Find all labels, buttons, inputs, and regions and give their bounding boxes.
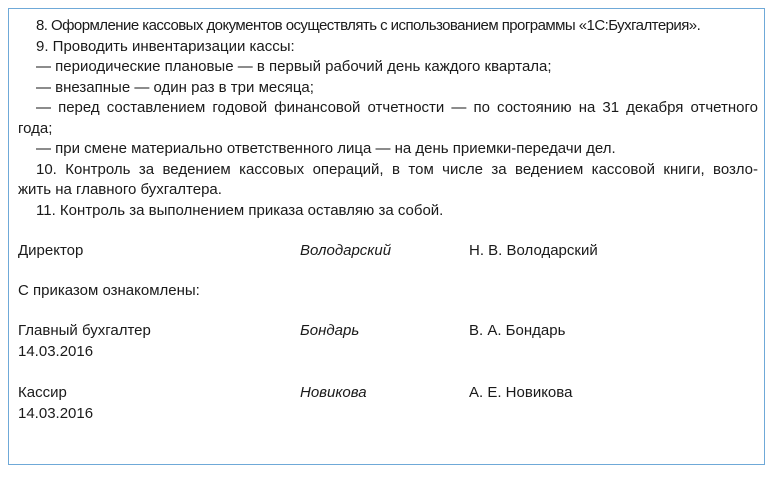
- cashier-date: 14.03.2016: [18, 405, 94, 422]
- director-signature: Володарский: [300, 242, 392, 259]
- cashier-role: Кассир: [18, 384, 67, 401]
- acquainted-label: [18, 281, 758, 301]
- cashier-signature: Новикова: [300, 384, 367, 401]
- chief-accountant-name: В. А. Бондарь: [469, 322, 566, 339]
- chief-accountant-signature: Бондарь: [300, 322, 360, 339]
- item-11: 11. Контроль за выполнением приказа оставляю за собой.: [36, 202, 444, 219]
- acquainted-text: С приказом ознакомлены:: [18, 282, 200, 299]
- chief-accountant-role: Главный бухгалтер: [18, 322, 151, 339]
- item-9-change: — при смене материально ответственного лица — на день приемки-передачи дел.: [36, 140, 616, 157]
- cashier-name: А. Е. Новикова: [469, 384, 573, 401]
- item-8: 8. Оформление кассовых документов осуществлять с использованием программы «1С:Бухгалтерия».: [36, 17, 701, 34]
- director-row: [18, 241, 758, 261]
- chief-accountant-row: [18, 321, 758, 341]
- director-role: Директор: [18, 242, 84, 259]
- item-10-line1: 10. Контроль за ведением кассовых операций, в том числе за ведением кассовой книги, возло-: [36, 161, 758, 178]
- item-9-annual-line2: года;: [18, 120, 53, 137]
- cashier-row: [18, 383, 758, 403]
- chief-accountant-date: 14.03.2016: [18, 343, 94, 360]
- item-9-sudden: — внезапные — один раз в три месяца;: [36, 79, 314, 96]
- item-9-annual-line1: — перед составлением годовой финансовой отчетности — по состоянию на 31 декабря отчетного: [36, 99, 758, 116]
- item-10-line2: жить на главного бухгалтера.: [18, 181, 222, 198]
- director-name: Н. В. Володарский: [469, 242, 598, 259]
- item-9-periodic: — периодические плановые — в первый рабочий день каждого квартала;: [36, 58, 552, 75]
- item-9-title: 9. Проводить инвентаризации кассы:: [36, 38, 295, 55]
